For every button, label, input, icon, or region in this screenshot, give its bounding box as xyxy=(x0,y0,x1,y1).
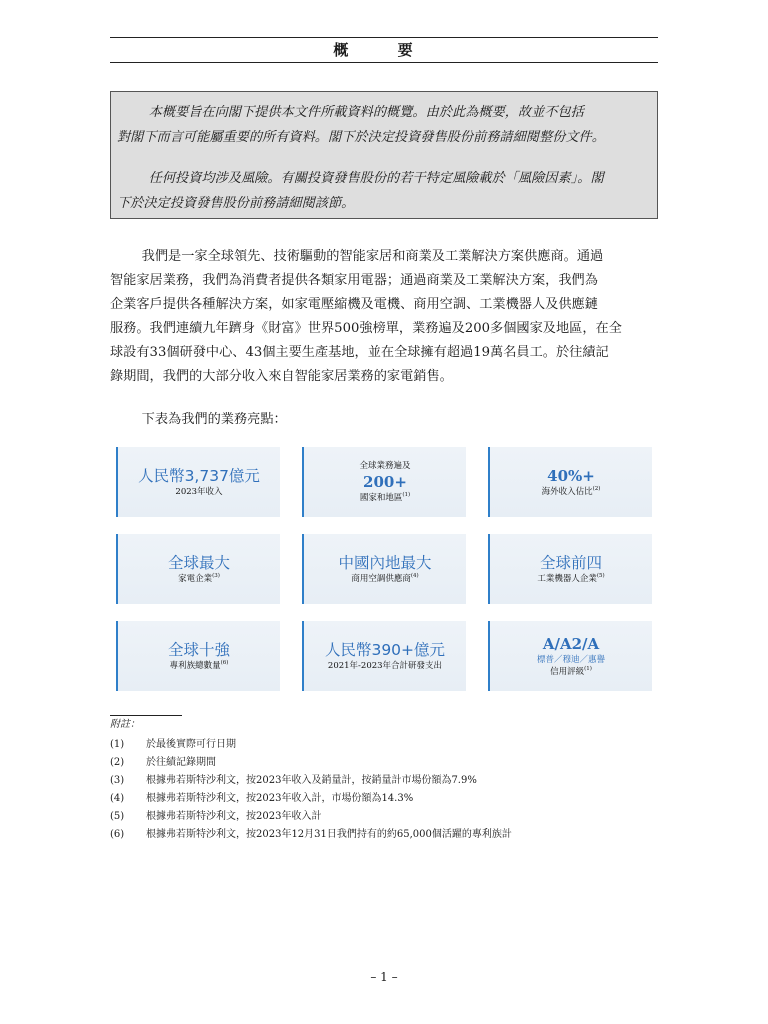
highlight-caption: 信用評級$^{(1)}$ xyxy=(550,665,592,677)
highlight-card-overseas xyxy=(488,447,652,517)
notes-rule xyxy=(110,715,182,716)
notice-line-4: 下於決定投資發售股份前務請細閱該節。 xyxy=(117,196,355,211)
highlight-caption: 工業機器人企業$^{(5)}$ xyxy=(537,572,605,584)
intro-line-1: 我們是一家全球領先、技術驅動的智能家居和商業及工業解決方案供應商。通過 xyxy=(141,249,604,264)
highlight-card-rnd xyxy=(302,621,466,691)
notice-line-1: 本概要旨在向閣下提供本文件所載資料的概覽。由於此為概要，故並不包括 xyxy=(148,105,584,120)
highlight-caption: 商用空調供應商$^{(4)}$ xyxy=(351,572,419,584)
page-number: – 1 – xyxy=(370,970,398,984)
note-item: (3) 根據弗若斯特沙利文，按2023年收入及銷量計，按銷量計市場份額為7.9% xyxy=(110,775,477,786)
intro-line-3: 企業客戶提供各種解決方案，如家電壓縮機及電機、商用空調、工業機器人及供應鏈 xyxy=(110,297,598,312)
highlight-prefix: 全球業務遍及 xyxy=(359,460,411,471)
note-item: (6) 根據弗若斯特沙利文，按2023年12月31日我們持有的約65,000個活躍的專利族計 xyxy=(110,829,512,840)
page-title: 概 要 xyxy=(333,41,435,59)
highlight-card-revenue xyxy=(116,447,280,517)
intro-line-6: 錄期間，我們的大部分收入來自智能家居業務的家電銷售。 xyxy=(110,369,453,384)
summary-notice-box xyxy=(110,91,658,219)
highlight-caption: 2023年收入 xyxy=(175,486,223,497)
intro-line-4: 服務。我們連續九年躋身《財富》世界500強榜單，業務遍及200多個國家及地區，在全 xyxy=(110,321,622,336)
highlight-caption: 家電企業$^{(3)}$ xyxy=(178,572,220,584)
highlight-caption: 國家和地區$^{(1)}$ xyxy=(359,491,411,503)
highlight-value: 全球十強 xyxy=(167,640,230,659)
highlight-value: 全球最大 xyxy=(167,553,230,572)
header-top-rule xyxy=(110,37,658,38)
highlight-caption: 2021年-2023年合計研發支出 xyxy=(327,660,443,671)
highlight-value: A/A2/A xyxy=(542,634,600,653)
highlight-value: 人民幣3,737億元 xyxy=(138,466,260,485)
highlight-value: 人民幣390+億元 xyxy=(324,640,446,659)
highlight-card-credit-rating xyxy=(488,621,652,691)
highlight-value: 中國內地最大 xyxy=(338,553,432,572)
highlight-card-top-four-robotics xyxy=(488,534,652,604)
note-item: (1) 於最後實際可行日期 xyxy=(110,739,236,750)
highlight-caption: 專利族總數量$^{(6)}$ xyxy=(169,659,229,671)
highlight-card-patents xyxy=(116,621,280,691)
rating-agencies: 標普／穆迪／惠譽 xyxy=(536,654,605,665)
notes-heading: 附註： xyxy=(110,719,140,730)
highlight-caption: 海外收入佔比$^{(2)}$ xyxy=(541,485,601,497)
highlight-card-largest-appliance xyxy=(116,534,280,604)
table-lead: 下表為我們的業務亮點： xyxy=(141,412,287,427)
notice-line-2: 對閣下而言可能屬重要的所有資料。閣下於決定投資發售股份前務請細閱整份文件。 xyxy=(117,130,605,145)
highlight-value: 200+ xyxy=(363,472,407,491)
note-item: (4) 根據弗若斯特沙利文，按2023年收入計，市場份額為14.3% xyxy=(110,793,414,804)
highlight-card-largest-ac xyxy=(302,534,466,604)
note-item: (5) 根據弗若斯特沙利文，按2023年收入計 xyxy=(110,811,322,822)
header-bottom-rule xyxy=(110,62,658,63)
highlight-value: 40%+ xyxy=(547,466,595,485)
highlight-value: 全球前四 xyxy=(539,553,602,572)
intro-line-2: 智能家居業務，我們為消費者提供各類家用電器；通過商業及工業解決方案，我們為 xyxy=(110,273,598,288)
highlight-card-countries xyxy=(302,447,466,517)
note-item: (2) 於往績記錄期間 xyxy=(110,757,216,768)
intro-line-5: 球設有33個研發中心、43個主要生產基地，並在全球擁有超過19萬名員工。於往績記 xyxy=(110,345,609,360)
notice-line-3: 任何投資均涉及風險。有關投資發售股份的若干特定風險載於「風險因素」。閣 xyxy=(148,171,604,186)
